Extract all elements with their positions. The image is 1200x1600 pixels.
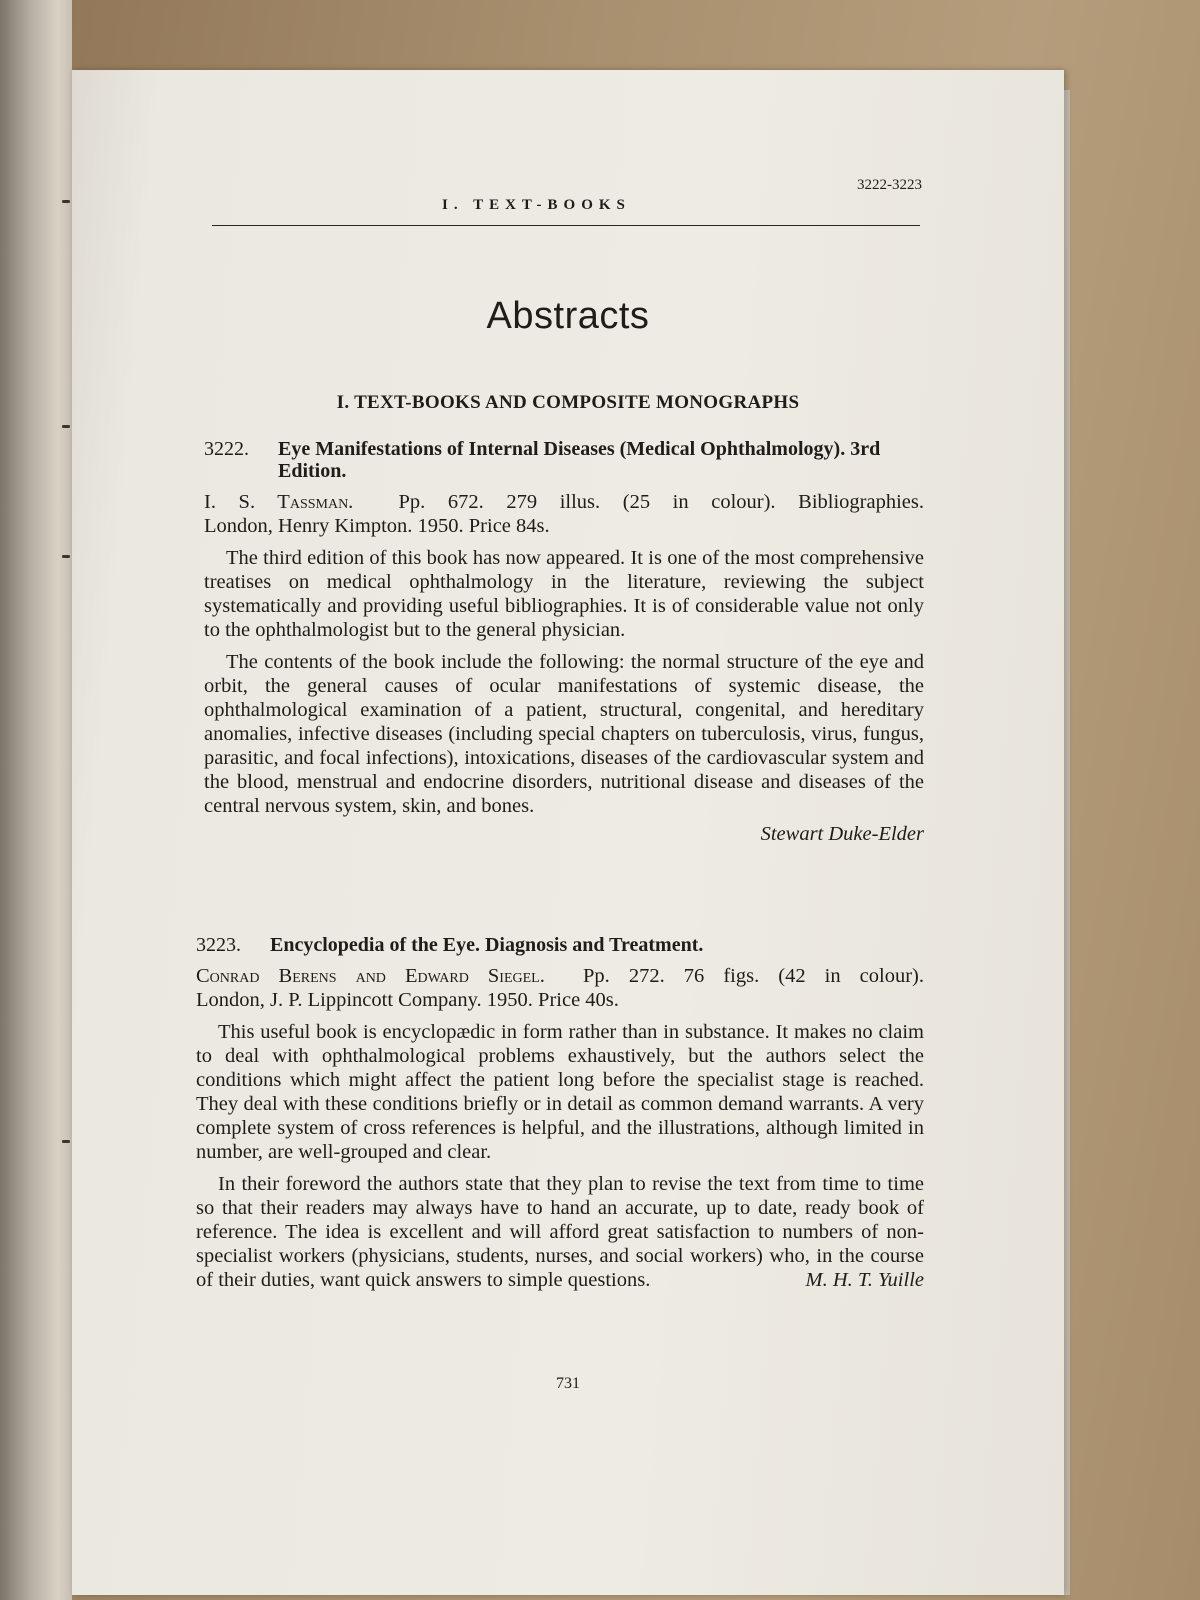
running-head-section: I. TEXT-BOOKS [442, 197, 631, 213]
binding-staple [62, 1140, 70, 1143]
entry-reviewer: M. H. T. Yuille [805, 1269, 924, 1291]
running-head-numbers: 3222-3223 [857, 177, 922, 193]
entry-number: 3223. [196, 934, 241, 956]
entry-paragraph-text: In their foreword the authors state that they plan to revise the text from time to time so that their readers may always have to hand an accurate, up to date, ready book of reference. The idea is excellent and will afford great satisfaction to numbers of non-specialist workers (physicians, students, nurses, and social workers) who, in the course of their duties, want quick answers to simple questions. [196, 1173, 924, 1291]
entry-paragraph-with-signature [196, 1172, 924, 1292]
entry-title-text: Eye Manifestations of Internal Diseases (Medical Ophthalmology). 3rd Edition. [278, 438, 881, 482]
abstract-entry [196, 934, 924, 1292]
entry-author: I. S. Tassman. [204, 491, 354, 513]
entry-number: 3222. [204, 438, 249, 460]
entry-title-text: Encyclopedia of the Eye. Diagnosis and Treatment. [270, 934, 704, 956]
citation-publisher: London, J. P. Lippincott Company. 1950. Price 40s. [196, 989, 619, 1011]
binding-staple [62, 425, 70, 428]
citation-details: Pp. 672. 279 illus. (25 in colour). Bibliographies. [398, 491, 924, 513]
binding-staple [62, 200, 70, 203]
page-number: 731 [556, 1375, 580, 1392]
running-head [212, 177, 922, 226]
page-title: Abstracts [486, 295, 650, 337]
abstract-entry [204, 438, 924, 846]
entry-author: Conrad Berens and Edward Siegel. [196, 965, 545, 987]
entry-paragraph: The contents of the book include the following: the normal structure of the eye and orbit, the general causes of ocular manifestations of systemic disease, the ophthalmological examination of a patient, structural, congenital, and hereditary anomalies, infective diseases (including special chapters on tuberculosis, virus, fungus, parasitic, and focal infections), intoxications, diseases of the cardiovascular system and the blood, menstrual and endocrine disorders, nutritional disease and diseases of the central nervous system, skin, and bones. [204, 651, 924, 817]
entry-title [204, 438, 924, 482]
book-page [72, 70, 1064, 1595]
binding-staple [62, 555, 70, 558]
entry-citation [196, 964, 924, 1012]
citation-details: Pp. 272. 76 figs. (42 in colour). [583, 965, 925, 987]
entry-paragraph: This useful book is encyclopædic in form rather than in substance. It makes no claim to deal with ophthalmological problems exhaustively, but the authors select the conditions which might affect the patient long before the specialist stage is reached. They deal with these conditions briefly or in detail as common demand warrants. A very complete system of cross references is helpful, and the illustrations, although limited in number, are well-grouped and clear. [196, 1021, 924, 1163]
entry-paragraph: The third edition of this book has now appeared. It is one of the most comprehensive treatises on medical ophthalmology in the literature, reviewing the subject systematically and providing useful bibliographies. It is of considerable value not only to the ophthalmologist but to the general physician. [204, 547, 924, 641]
entry-citation [204, 490, 924, 538]
section-heading: I. TEXT-BOOKS AND COMPOSITE MONOGRAPHS [336, 392, 800, 413]
book-spine [0, 0, 72, 1600]
citation-publisher: London, Henry Kimpton. 1950. Price 84s. [204, 515, 550, 537]
entry-reviewer: Stewart Duke-Elder [760, 823, 924, 845]
entry-title [196, 934, 924, 956]
